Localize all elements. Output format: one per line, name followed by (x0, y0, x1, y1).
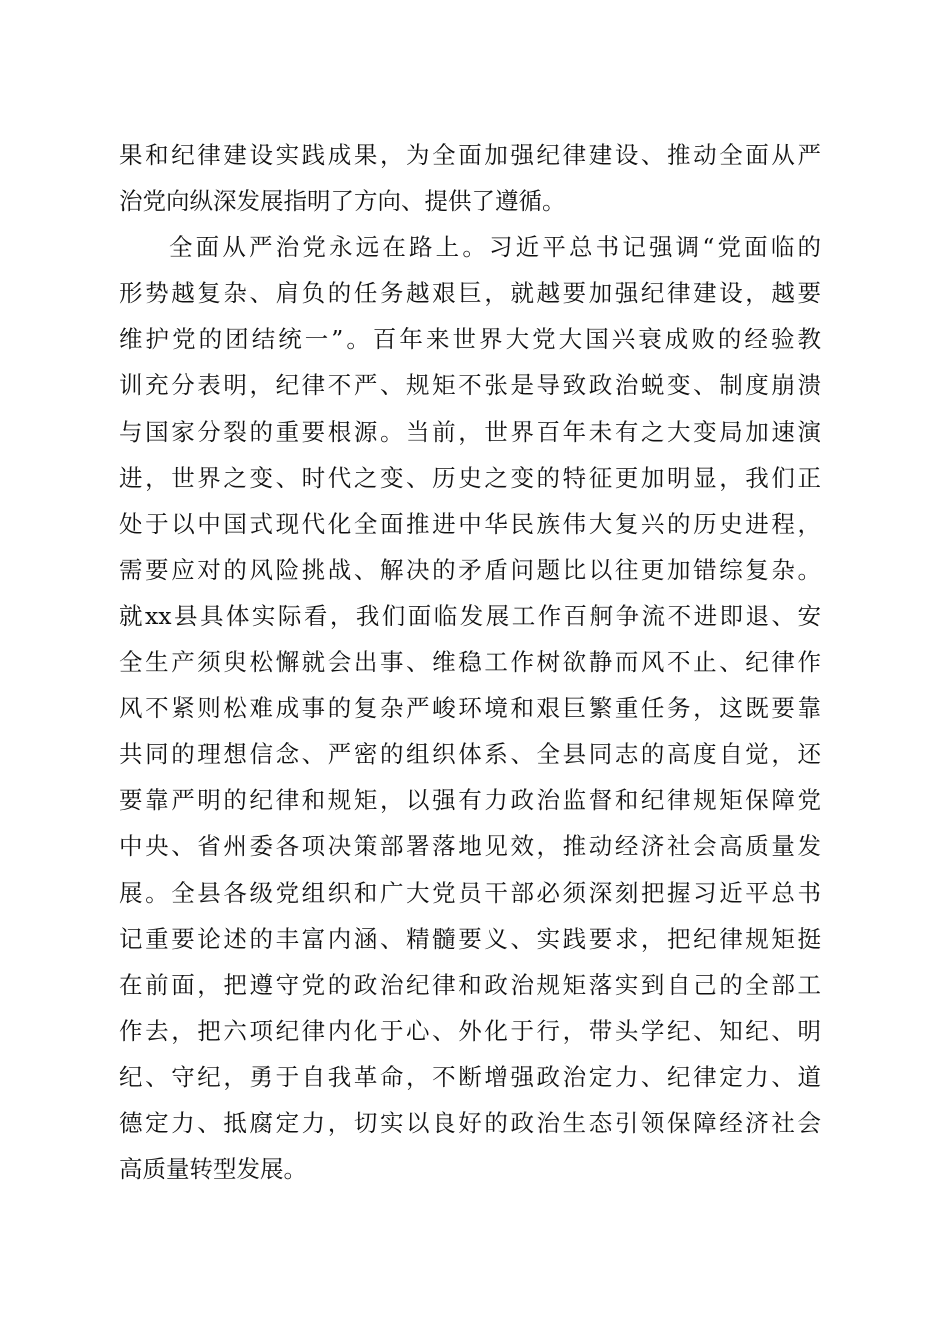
document-body (119, 132, 821, 1192)
text-line: 处于以中国式现代化全面推进中华民族伟大复兴的历史进程， (119, 509, 821, 538)
text-line: 共同的理想信念、严密的组织体系、全县同志的高度自觉，还 (119, 740, 821, 769)
text-line: 全生产须臾松懈就会出事、维稳工作树欲静而风不止、纪律作 (119, 648, 821, 677)
text-line: 在前面，把遵守党的政治纪律和政治规矩落实到自己的全部工 (119, 970, 821, 999)
text-line: 记重要论述的丰富内涵、精髓要义、实践要求，把纪律规矩挺 (119, 924, 821, 953)
text-line: 中央、省州委各项决策部署落地见效，推动经济社会高质量发 (119, 832, 821, 861)
paragraph-1 (119, 132, 821, 224)
text-line: 与国家分裂的重要根源。当前，世界百年未有之大变局加速演 (119, 417, 821, 446)
text-line: 需要应对的风险挑战、解决的矛盾问题比以往更加错综复杂。 (119, 555, 821, 584)
text-line: 高质量转型发展。 (119, 1155, 307, 1184)
text-line: 全面从严治党永远在路上。习近平总书记强调“党面临的 (169, 233, 821, 262)
text-line: 训充分表明，纪律不严、规矩不张是导致政治蜕变、制度崩溃 (119, 371, 821, 400)
text-line: 展。全县各级党组织和广大党员干部必须深刻把握习近平总书 (119, 878, 821, 907)
text-line: 就xx县具体实际看，我们面临发展工作百舸争流不进即退、安 (119, 601, 821, 630)
text-line: 要靠严明的纪律和规矩，以强有力政治监督和纪律规矩保障党 (119, 786, 821, 815)
text-line: 风不紧则松难成事的复杂严峻环境和艰巨繁重任务，这既要靠 (119, 694, 821, 723)
text-line: 治党向纵深发展指明了方向、提供了遵循。 (119, 187, 566, 216)
text-line: 果和纪律建设实践成果，为全面加强纪律建设、推动全面从严 (119, 141, 821, 169)
text-line: 作去，把六项纪律内化于心、外化于行，带头学纪、知纪、明 (119, 1016, 821, 1045)
text-line: 德定力、抵腐定力，切实以良好的政治生态引领保障经济社会 (119, 1108, 821, 1137)
text-line: 纪、守纪，勇于自我革命，不断增强政治定力、纪律定力、道 (119, 1062, 821, 1091)
text-line: 形势越复杂、肩负的任务越艰巨，就越要加强纪律建设，越要 (119, 279, 821, 308)
text-line: 维护党的团结统一”。百年来世界大党大国兴衰成败的经验教 (119, 325, 821, 354)
text-line: 进，世界之变、时代之变、历史之变的特征更加明显，我们正 (119, 463, 821, 492)
paragraph-2 (119, 224, 821, 1192)
